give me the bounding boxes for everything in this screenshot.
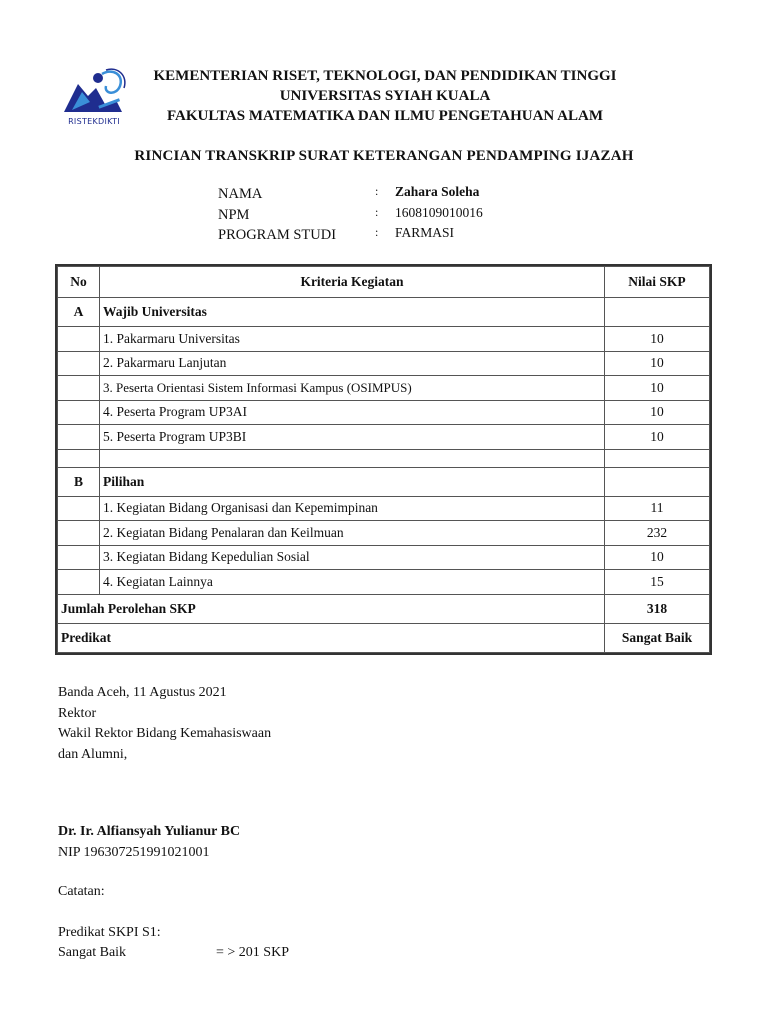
header-nilai: Nilai SKP — [605, 267, 710, 298]
header-kriteria: Kriteria Kegiatan — [100, 267, 605, 298]
row-nilai: 11 — [605, 496, 710, 521]
signature-block — [58, 683, 271, 765]
predikat-title: Predikat SKPI S1: — [58, 924, 161, 940]
info-row-program — [218, 227, 568, 248]
notes-block — [58, 882, 458, 964]
row-kriteria: 4. Peserta Program UP3AI — [100, 400, 605, 425]
row-kriteria: 3. Kegiatan Bidang Kepedulian Sosial — [100, 545, 605, 570]
row-nilai: 10 — [605, 400, 710, 425]
total-value: 318 — [605, 594, 710, 623]
row-nilai: 15 — [605, 570, 710, 595]
header-no: No — [58, 267, 100, 298]
student-program: FARMASI — [395, 225, 455, 240]
predikat-row — [58, 623, 710, 652]
signer-role-3: dan Alumni, — [58, 746, 128, 762]
table-row — [58, 496, 710, 521]
predikat-key: Sangat Baik — [58, 945, 127, 960]
ristekdikti-logo — [58, 66, 130, 130]
row-nilai: 232 — [605, 521, 710, 546]
predikat-threshold: = > 201 SKP — [216, 945, 289, 960]
section-no: A — [58, 298, 100, 327]
row-kriteria: 5. Peserta Program UP3BI — [100, 425, 605, 450]
student-name: Zahara Soleha — [395, 184, 480, 199]
row-nilai: 10 — [605, 351, 710, 376]
signer-identity — [58, 822, 240, 863]
table-row — [58, 351, 710, 376]
row-kriteria: 4. Kegiatan Lainnya — [100, 570, 605, 595]
section-title: Wajib Universitas — [100, 298, 605, 327]
section-row-b — [58, 467, 710, 496]
row-kriteria: 1. Pakarmaru Universitas — [100, 327, 605, 352]
table-header-row — [58, 267, 710, 298]
faculty-name: FAKULTAS MATEMATIKA DAN ILMU PENGETAHUAN ALAM — [167, 108, 603, 124]
row-nilai: 10 — [605, 327, 710, 352]
ristekdikti-emblem-icon — [58, 66, 130, 118]
section-row-a — [58, 298, 710, 327]
row-nilai: 10 — [605, 425, 710, 450]
table-row — [58, 327, 710, 352]
document-title: RINCIAN TRANSKRIP SURAT KETERANGAN PENDAMPING IJAZAH — [134, 148, 634, 164]
total-label: Jumlah Perolehan SKP — [58, 594, 605, 623]
row-kriteria: 3. Peserta Orientasi Sistem Informasi Kampus (OSIMPUS) — [100, 376, 605, 401]
section-nilai — [605, 298, 710, 327]
row-kriteria: 2. Pakarmaru Lanjutan — [100, 351, 605, 376]
info-label: PROGRAM STUDI — [218, 227, 337, 243]
row-kriteria: 1. Kegiatan Bidang Organisasi dan Kepemimpinan — [100, 496, 605, 521]
table-row — [58, 425, 710, 450]
section-nilai — [605, 467, 710, 496]
section-title: Pilihan — [100, 467, 605, 496]
predikat-criteria — [58, 943, 458, 964]
table-row — [58, 376, 710, 401]
signer-name: Dr. Ir. Alfiansyah Yulianur BC — [58, 824, 241, 839]
notes-label: Catatan: — [58, 884, 105, 899]
predikat-value: Sangat Baik — [605, 623, 710, 652]
student-npm: 1608109010016 — [395, 204, 483, 220]
info-row-npm — [218, 204, 568, 228]
table-row — [58, 570, 710, 595]
info-colon: : — [375, 184, 379, 198]
table-row — [58, 521, 710, 546]
student-info — [218, 186, 568, 248]
info-label: NAMA — [218, 186, 263, 202]
section-no: B — [58, 467, 100, 496]
info-label: NPM — [218, 206, 250, 223]
info-colon: : — [375, 225, 379, 239]
spacer-row — [58, 449, 710, 467]
ministry-name: KEMENTERIAN RISET, TEKNOLOGI, DAN PENDIDIKAN TINGGI — [153, 68, 617, 84]
signer-role-1: Rektor — [58, 705, 97, 721]
university-name: UNIVERSITAS SYIAH KUALA — [279, 88, 491, 104]
table-row — [58, 545, 710, 570]
table-row — [58, 400, 710, 425]
info-colon: : — [375, 204, 379, 219]
letterhead — [130, 66, 640, 126]
row-nilai: 10 — [605, 545, 710, 570]
predikat-label: Predikat — [58, 623, 605, 652]
place-date: Banda Aceh, 11 Agustus 2021 — [58, 685, 227, 700]
logo-label: RISTEKDIKTI — [68, 117, 120, 126]
row-kriteria: 2. Kegiatan Bidang Penalaran dan Keilmuan — [100, 521, 605, 546]
info-row-nama — [218, 186, 568, 207]
row-nilai: 10 — [605, 376, 710, 401]
total-row — [58, 594, 710, 623]
skp-table — [57, 266, 710, 653]
signer-nip: NIP 196307251991021001 — [58, 844, 210, 860]
signer-role-2: Wakil Rektor Bidang Kemahasiswaan — [58, 726, 272, 741]
